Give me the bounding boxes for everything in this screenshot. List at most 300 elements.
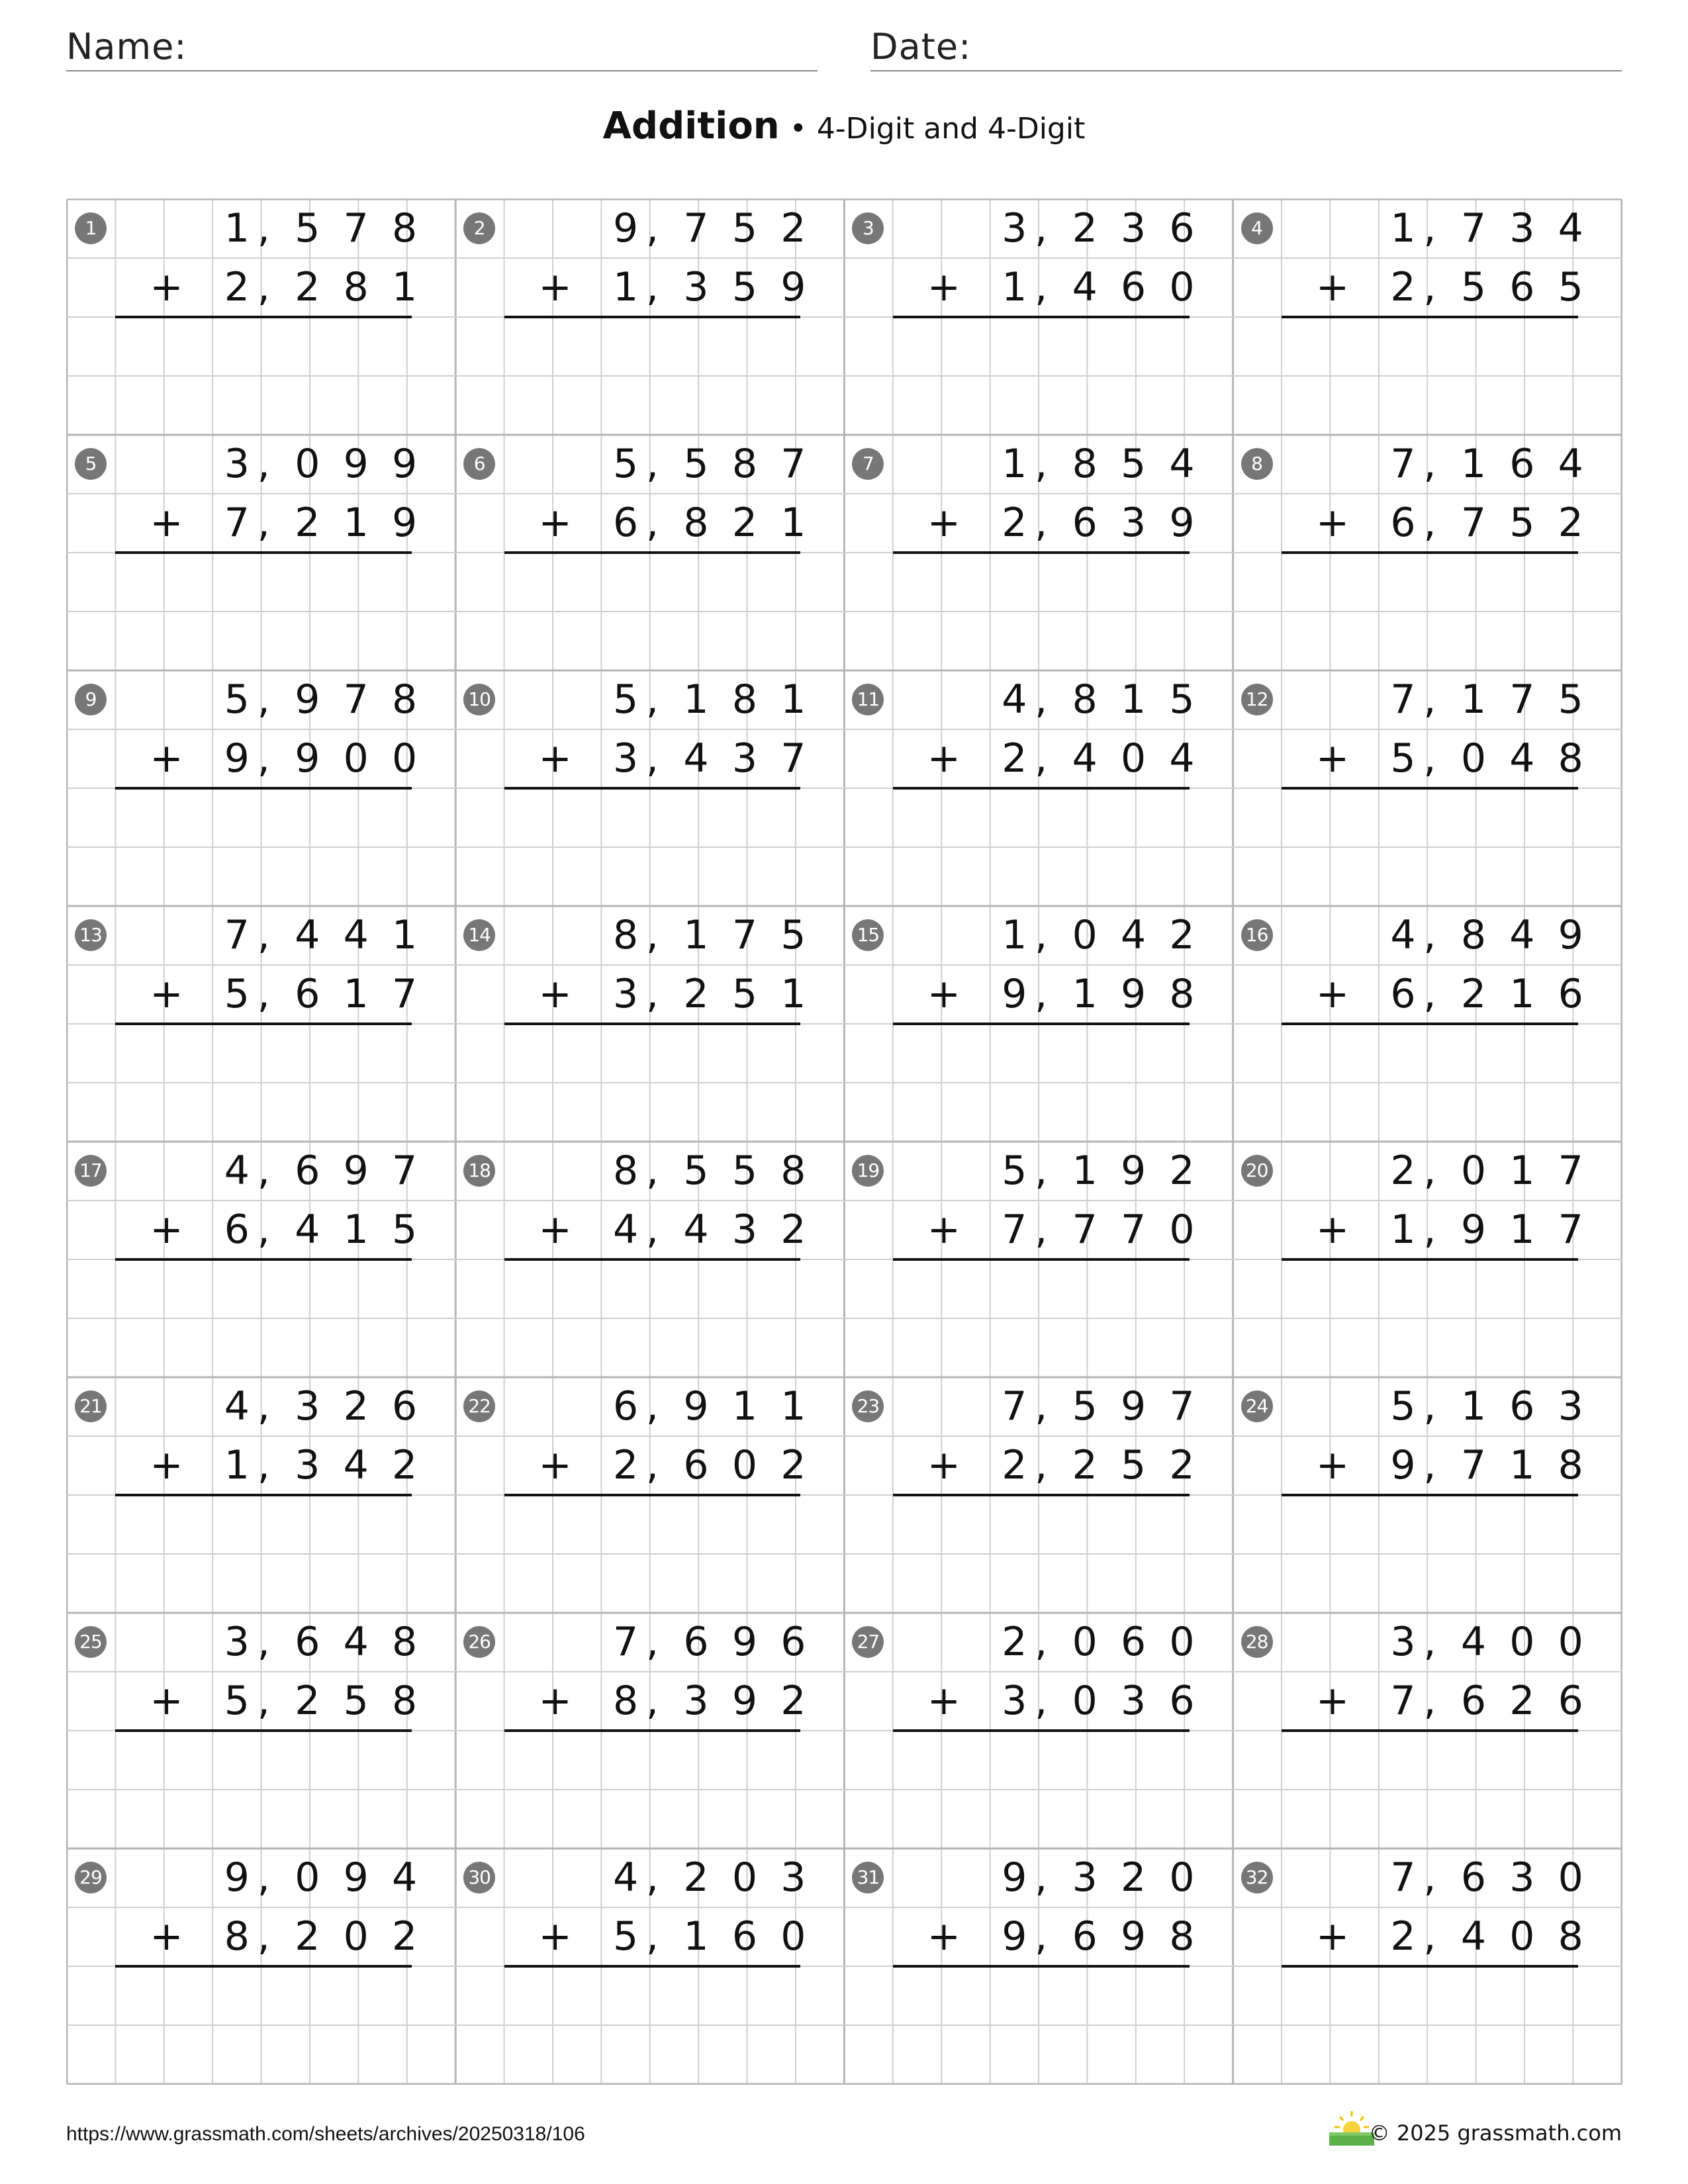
bottom-digit: 0 <box>392 735 418 782</box>
top-comma: , <box>1423 676 1436 723</box>
top-digit: 5 <box>612 441 639 487</box>
top-comma: , <box>645 912 659 958</box>
bottom-digit: 4 <box>1509 735 1535 782</box>
bottom-digit: 1 <box>1509 1206 1535 1253</box>
top-digit: 3 <box>1390 1619 1416 1665</box>
bottom-digit: 6 <box>1509 264 1535 310</box>
problem-number-badge: 28 <box>1241 1626 1273 1658</box>
top-digit: 1 <box>683 912 709 958</box>
plus-sign: + <box>927 1206 961 1253</box>
answer-line <box>893 1258 1190 1261</box>
plus-sign: + <box>1315 971 1350 1017</box>
problem-number-badge: 13 <box>75 919 107 951</box>
top-comma: , <box>1035 205 1048 251</box>
top-comma: , <box>645 1854 659 1901</box>
title-main: Addition <box>602 105 780 148</box>
bottom-digit: 1 <box>1509 971 1535 1017</box>
top-comma: , <box>1035 441 1048 487</box>
bottom-digit: 9 <box>731 1678 757 1724</box>
bottom-comma: , <box>257 971 270 1017</box>
top-digit: 7 <box>780 441 806 487</box>
bottom-digit: 2 <box>1169 1442 1195 1488</box>
plus-sign: + <box>150 971 183 1017</box>
problem-number-badge: 11 <box>852 684 884 715</box>
problem-number-badge: 9 <box>75 684 107 715</box>
bottom-digit: 3 <box>612 735 639 782</box>
problem-number-badge: 21 <box>75 1390 107 1422</box>
bottom-digit: 1 <box>1072 971 1098 1017</box>
bottom-digit: 5 <box>731 971 757 1017</box>
top-digit: 7 <box>343 205 369 251</box>
bottom-digit: 4 <box>343 1442 369 1488</box>
bottom-digit: 2 <box>683 971 709 1017</box>
bottom-digit: 2 <box>1002 500 1027 546</box>
problem-number-badge: 3 <box>852 212 884 244</box>
top-digit: 9 <box>1002 1854 1027 1901</box>
top-digit: 5 <box>1072 1383 1098 1430</box>
bottom-digit: 6 <box>1558 1678 1583 1724</box>
answer-line <box>115 1965 412 1968</box>
worksheet-title <box>0 105 1688 148</box>
bottom-digit: 3 <box>731 735 757 782</box>
top-digit: 1 <box>1460 676 1486 723</box>
top-digit: 3 <box>1002 205 1027 251</box>
top-digit: 8 <box>1072 676 1098 723</box>
top-digit: 6 <box>1121 1619 1147 1665</box>
bottom-digit: 0 <box>1509 1913 1535 1960</box>
top-digit: 7 <box>1390 441 1416 487</box>
answer-line <box>504 1965 801 1968</box>
top-digit: 9 <box>683 1383 709 1430</box>
plus-sign: + <box>538 500 572 546</box>
top-digit: 7 <box>1002 1383 1027 1430</box>
top-digit: 2 <box>343 1383 369 1430</box>
top-digit: 6 <box>1460 1854 1486 1901</box>
top-digit: 0 <box>1169 1854 1195 1901</box>
bottom-digit: 9 <box>1121 1913 1147 1960</box>
bottom-comma: , <box>257 1442 270 1488</box>
plus-sign: + <box>927 1442 961 1488</box>
bottom-digit: 8 <box>683 500 709 546</box>
plus-sign: + <box>150 1206 183 1253</box>
bottom-digit: 5 <box>1460 264 1486 310</box>
bottom-digit: 4 <box>295 1206 320 1253</box>
bottom-digit: 8 <box>392 1678 418 1724</box>
answer-line <box>504 787 801 790</box>
bottom-digit: 6 <box>1390 971 1416 1017</box>
top-digit: 9 <box>224 1854 250 1901</box>
bottom-digit: 2 <box>295 1678 320 1724</box>
bottom-digit: 1 <box>612 264 639 310</box>
top-comma: , <box>1423 1148 1436 1194</box>
top-digit: 8 <box>1460 912 1486 958</box>
top-comma: , <box>257 1148 270 1194</box>
bottom-comma: , <box>1423 1206 1436 1253</box>
bottom-digit: 4 <box>1072 735 1098 782</box>
top-digit: 8 <box>731 441 757 487</box>
bottom-digit: 8 <box>1558 1442 1583 1488</box>
top-digit: 2 <box>1121 1854 1147 1901</box>
bottom-digit: 4 <box>683 1206 709 1253</box>
top-digit: 7 <box>1558 1148 1583 1194</box>
bottom-comma: , <box>645 735 659 782</box>
bottom-digit: 7 <box>780 735 806 782</box>
footer-url[interactable]: https://www.grassmath.com/sheets/archives/20250318/106 <box>66 2123 585 2145</box>
bottom-digit: 9 <box>1002 971 1027 1017</box>
answer-line <box>115 316 412 318</box>
bottom-digit: 6 <box>1121 264 1147 310</box>
plus-sign: + <box>927 735 961 782</box>
bottom-digit: 9 <box>295 735 320 782</box>
answer-line <box>504 316 801 318</box>
bottom-digit: 1 <box>683 1913 709 1960</box>
top-comma: , <box>257 205 270 251</box>
problem-number-badge: 29 <box>75 1862 107 1893</box>
top-digit: 8 <box>780 1148 806 1194</box>
bottom-digit: 7 <box>1460 500 1486 546</box>
plus-sign: + <box>538 735 572 782</box>
bottom-comma: , <box>645 1678 659 1724</box>
problem-number-badge: 22 <box>463 1390 495 1422</box>
problem-number-badge: 10 <box>463 684 495 715</box>
problem-number-badge: 2 <box>463 212 495 244</box>
answer-line <box>1282 316 1578 318</box>
top-digit: 2 <box>1169 1148 1195 1194</box>
plus-sign: + <box>1315 1442 1350 1488</box>
bottom-digit: 1 <box>343 1206 369 1253</box>
bottom-comma: , <box>1035 1678 1048 1724</box>
bottom-digit: 9 <box>1390 1442 1416 1488</box>
top-digit: 5 <box>683 1148 709 1194</box>
plus-sign: + <box>1315 735 1350 782</box>
top-digit: 3 <box>1558 1383 1583 1430</box>
bottom-digit: 5 <box>1121 1442 1147 1488</box>
bottom-digit: 2 <box>295 264 320 310</box>
problem-number-badge: 15 <box>852 919 884 951</box>
bottom-digit: 8 <box>1558 1913 1583 1960</box>
top-digit: 0 <box>295 1854 320 1901</box>
bottom-digit: 3 <box>1002 1678 1027 1724</box>
top-comma: , <box>645 441 659 487</box>
footer-copyright: © 2025 grassmath.com <box>1368 2120 1622 2146</box>
bottom-digit: 6 <box>1072 1913 1098 1960</box>
problem-number-badge: 6 <box>463 448 495 480</box>
plus-sign: + <box>927 1913 961 1960</box>
top-digit: 5 <box>683 441 709 487</box>
top-digit: 5 <box>1002 1148 1027 1194</box>
bottom-digit: 6 <box>1460 1678 1486 1724</box>
bottom-digit: 6 <box>1390 500 1416 546</box>
bottom-digit: 2 <box>392 1442 418 1488</box>
problem-number-badge: 8 <box>1241 448 1273 480</box>
top-digit: 7 <box>1509 676 1535 723</box>
problem-number-badge: 25 <box>75 1626 107 1658</box>
bottom-digit: 2 <box>612 1442 639 1488</box>
bottom-digit: 4 <box>1072 264 1098 310</box>
bottom-digit: 0 <box>1121 735 1147 782</box>
top-digit: 6 <box>683 1619 709 1665</box>
bottom-digit: 1 <box>780 500 806 546</box>
top-digit: 7 <box>343 676 369 723</box>
top-digit: 1 <box>1121 676 1147 723</box>
problem-number-badge: 14 <box>463 919 495 951</box>
top-digit: 9 <box>1558 912 1583 958</box>
bottom-digit: 7 <box>224 500 250 546</box>
bottom-comma: , <box>1423 735 1436 782</box>
top-digit: 4 <box>295 912 320 958</box>
top-digit: 7 <box>1169 1383 1195 1430</box>
bottom-digit: 8 <box>1169 971 1195 1017</box>
top-comma: , <box>1423 205 1436 251</box>
top-digit: 5 <box>1121 441 1147 487</box>
top-digit: 4 <box>1121 912 1147 958</box>
top-digit: 6 <box>295 1148 320 1194</box>
top-digit: 1 <box>224 205 250 251</box>
plus-sign: + <box>538 1442 572 1488</box>
bottom-digit: 7 <box>1558 1206 1583 1253</box>
answer-line <box>1282 1494 1578 1496</box>
top-digit: 2 <box>683 1854 709 1901</box>
problem-number-badge: 16 <box>1241 919 1273 951</box>
answer-line <box>504 1023 801 1025</box>
top-digit: 0 <box>731 1854 757 1901</box>
bottom-digit: 0 <box>343 1913 369 1960</box>
top-digit: 2 <box>1002 1619 1027 1665</box>
bottom-comma: , <box>1423 1678 1436 1724</box>
top-comma: , <box>1423 441 1436 487</box>
bottom-digit: 3 <box>683 264 709 310</box>
bottom-digit: 2 <box>392 1913 418 1960</box>
problem-number-badge: 27 <box>852 1626 884 1658</box>
plus-sign: + <box>1315 1913 1350 1960</box>
bottom-comma: , <box>257 1206 270 1253</box>
answer-line <box>115 1494 412 1496</box>
answer-line <box>893 787 1190 790</box>
bottom-digit: 8 <box>1169 1913 1195 1960</box>
top-digit: 2 <box>1390 1148 1416 1194</box>
bottom-comma: , <box>645 264 659 310</box>
answer-line <box>115 787 412 790</box>
top-digit: 8 <box>1072 441 1098 487</box>
answer-line <box>504 1258 801 1261</box>
top-digit: 5 <box>612 676 639 723</box>
bottom-digit: 2 <box>1390 264 1416 310</box>
bottom-digit: 1 <box>1390 1206 1416 1253</box>
answer-line <box>893 316 1190 318</box>
bottom-digit: 0 <box>1072 1678 1098 1724</box>
bottom-comma: , <box>1035 500 1048 546</box>
top-comma: , <box>645 1383 659 1430</box>
top-digit: 7 <box>683 205 709 251</box>
bottom-digit: 5 <box>224 971 250 1017</box>
top-digit: 2 <box>780 205 806 251</box>
plus-sign: + <box>1315 500 1350 546</box>
top-digit: 0 <box>1072 1619 1098 1665</box>
bottom-comma: , <box>257 264 270 310</box>
top-digit: 6 <box>1169 205 1195 251</box>
bottom-digit: 5 <box>1509 500 1535 546</box>
top-digit: 5 <box>731 1148 757 1194</box>
bottom-digit: 2 <box>295 1913 320 1960</box>
bottom-comma: , <box>1035 1442 1048 1488</box>
bottom-digit: 2 <box>1460 971 1486 1017</box>
top-digit: 5 <box>731 205 757 251</box>
bottom-digit: 4 <box>683 735 709 782</box>
top-digit: 9 <box>612 205 639 251</box>
top-digit: 3 <box>224 441 250 487</box>
bottom-digit: 5 <box>224 1678 250 1724</box>
bottom-digit: 8 <box>224 1913 250 1960</box>
top-comma: , <box>257 1854 270 1901</box>
problem-number-badge: 19 <box>852 1155 884 1187</box>
top-digit: 7 <box>224 912 250 958</box>
bottom-digit: 5 <box>612 1913 639 1960</box>
top-digit: 4 <box>1558 441 1583 487</box>
plus-sign: + <box>150 735 183 782</box>
problem-number-badge: 32 <box>1241 1862 1273 1893</box>
top-digit: 0 <box>1169 1619 1195 1665</box>
plus-sign: + <box>150 1442 183 1488</box>
bottom-comma: , <box>257 500 270 546</box>
bottom-comma: , <box>257 1678 270 1724</box>
date-label: Date: <box>870 26 972 68</box>
bottom-digit: 1 <box>224 1442 250 1488</box>
plus-sign: + <box>538 1206 572 1253</box>
bottom-digit: 2 <box>1558 500 1583 546</box>
bottom-digit: 2 <box>1072 1442 1098 1488</box>
top-digit: 8 <box>392 205 418 251</box>
top-digit: 4 <box>1169 441 1195 487</box>
top-comma: , <box>1035 1619 1048 1665</box>
bottom-digit: 5 <box>343 1678 369 1724</box>
answer-line <box>1282 787 1578 790</box>
bottom-digit: 1 <box>1002 264 1027 310</box>
top-comma: , <box>1423 1383 1436 1430</box>
top-digit: 1 <box>731 1383 757 1430</box>
bottom-digit: 3 <box>683 1678 709 1724</box>
problem-number-badge: 24 <box>1241 1390 1273 1422</box>
top-digit: 6 <box>612 1383 639 1430</box>
name-field[interactable] <box>66 24 818 71</box>
bottom-digit: 5 <box>1558 264 1583 310</box>
top-digit: 6 <box>780 1619 806 1665</box>
bottom-digit: 3 <box>295 1442 320 1488</box>
top-digit: 3 <box>780 1854 806 1901</box>
bottom-digit: 0 <box>731 1442 757 1488</box>
bottom-digit: 1 <box>343 500 369 546</box>
top-digit: 0 <box>1509 1619 1535 1665</box>
bottom-digit: 2 <box>780 1678 806 1724</box>
bottom-digit: 3 <box>1121 1678 1147 1724</box>
bottom-comma: , <box>1423 264 1436 310</box>
plus-sign: + <box>150 500 183 546</box>
bottom-digit: 6 <box>224 1206 250 1253</box>
bottom-digit: 7 <box>392 971 418 1017</box>
top-digit: 0 <box>1558 1854 1583 1901</box>
top-digit: 4 <box>224 1148 250 1194</box>
top-digit: 7 <box>1460 205 1486 251</box>
bottom-digit: 9 <box>1002 1913 1027 1960</box>
top-digit: 1 <box>780 1383 806 1430</box>
plus-sign: + <box>927 1678 961 1724</box>
answer-line <box>504 1494 801 1496</box>
answer-line <box>504 551 801 554</box>
bottom-comma: , <box>1035 264 1048 310</box>
bottom-comma: , <box>645 1913 659 1960</box>
bottom-digit: 2 <box>780 1206 806 1253</box>
top-digit: 6 <box>295 1619 320 1665</box>
plus-sign: + <box>927 971 961 1017</box>
answer-line <box>893 1965 1190 1968</box>
bottom-digit: 3 <box>612 971 639 1017</box>
bottom-digit: 6 <box>683 1442 709 1488</box>
answer-line <box>893 1023 1190 1025</box>
bottom-digit: 8 <box>343 264 369 310</box>
bottom-digit: 0 <box>780 1913 806 1960</box>
plus-sign: + <box>538 971 572 1017</box>
bottom-comma: , <box>1035 1913 1048 1960</box>
bottom-digit: 7 <box>1390 1678 1416 1724</box>
top-digit: 4 <box>343 1619 369 1665</box>
bottom-comma: , <box>1423 500 1436 546</box>
top-digit: 5 <box>780 912 806 958</box>
answer-line <box>504 1729 801 1732</box>
top-digit: 9 <box>295 676 320 723</box>
bottom-digit: 2 <box>224 264 250 310</box>
problem-number-badge: 7 <box>852 448 884 480</box>
title-separator: • <box>789 112 807 146</box>
bottom-comma: , <box>1423 1442 1436 1488</box>
problem-number-badge: 12 <box>1241 684 1273 715</box>
top-digit: 6 <box>1509 441 1535 487</box>
top-digit: 7 <box>612 1619 639 1665</box>
plus-sign: + <box>538 264 572 310</box>
answer-line <box>1282 1023 1578 1025</box>
answer-line <box>115 1729 412 1732</box>
top-digit: 8 <box>612 1148 639 1194</box>
top-digit: 8 <box>731 676 757 723</box>
bottom-digit: 7 <box>1121 1206 1147 1253</box>
bottom-comma: , <box>645 1442 659 1488</box>
top-digit: 4 <box>1002 676 1027 723</box>
top-digit: 4 <box>612 1854 639 1901</box>
problem-number-badge: 20 <box>1241 1155 1273 1187</box>
top-digit: 1 <box>780 676 806 723</box>
problem-number-badge: 31 <box>852 1862 884 1893</box>
top-digit: 1 <box>1390 205 1416 251</box>
bottom-digit: 5 <box>392 1206 418 1253</box>
answer-line <box>115 1023 412 1025</box>
bottom-comma: , <box>1423 971 1436 1017</box>
top-comma: , <box>645 1619 659 1665</box>
top-comma: , <box>1035 676 1048 723</box>
top-digit: 4 <box>1460 1619 1486 1665</box>
top-comma: , <box>1035 912 1048 958</box>
bottom-comma: , <box>1423 1913 1436 1960</box>
bottom-digit: 7 <box>1460 1442 1486 1488</box>
date-field[interactable] <box>870 24 1622 71</box>
bottom-digit: 4 <box>612 1206 639 1253</box>
bottom-comma: , <box>645 1206 659 1253</box>
top-digit: 1 <box>1002 912 1027 958</box>
top-digit: 8 <box>612 912 639 958</box>
bottom-digit: 2 <box>1509 1678 1535 1724</box>
top-comma: , <box>645 205 659 251</box>
top-digit: 3 <box>295 1383 320 1430</box>
bottom-digit: 1 <box>392 264 418 310</box>
bottom-digit: 9 <box>392 500 418 546</box>
plus-sign: + <box>150 264 183 310</box>
